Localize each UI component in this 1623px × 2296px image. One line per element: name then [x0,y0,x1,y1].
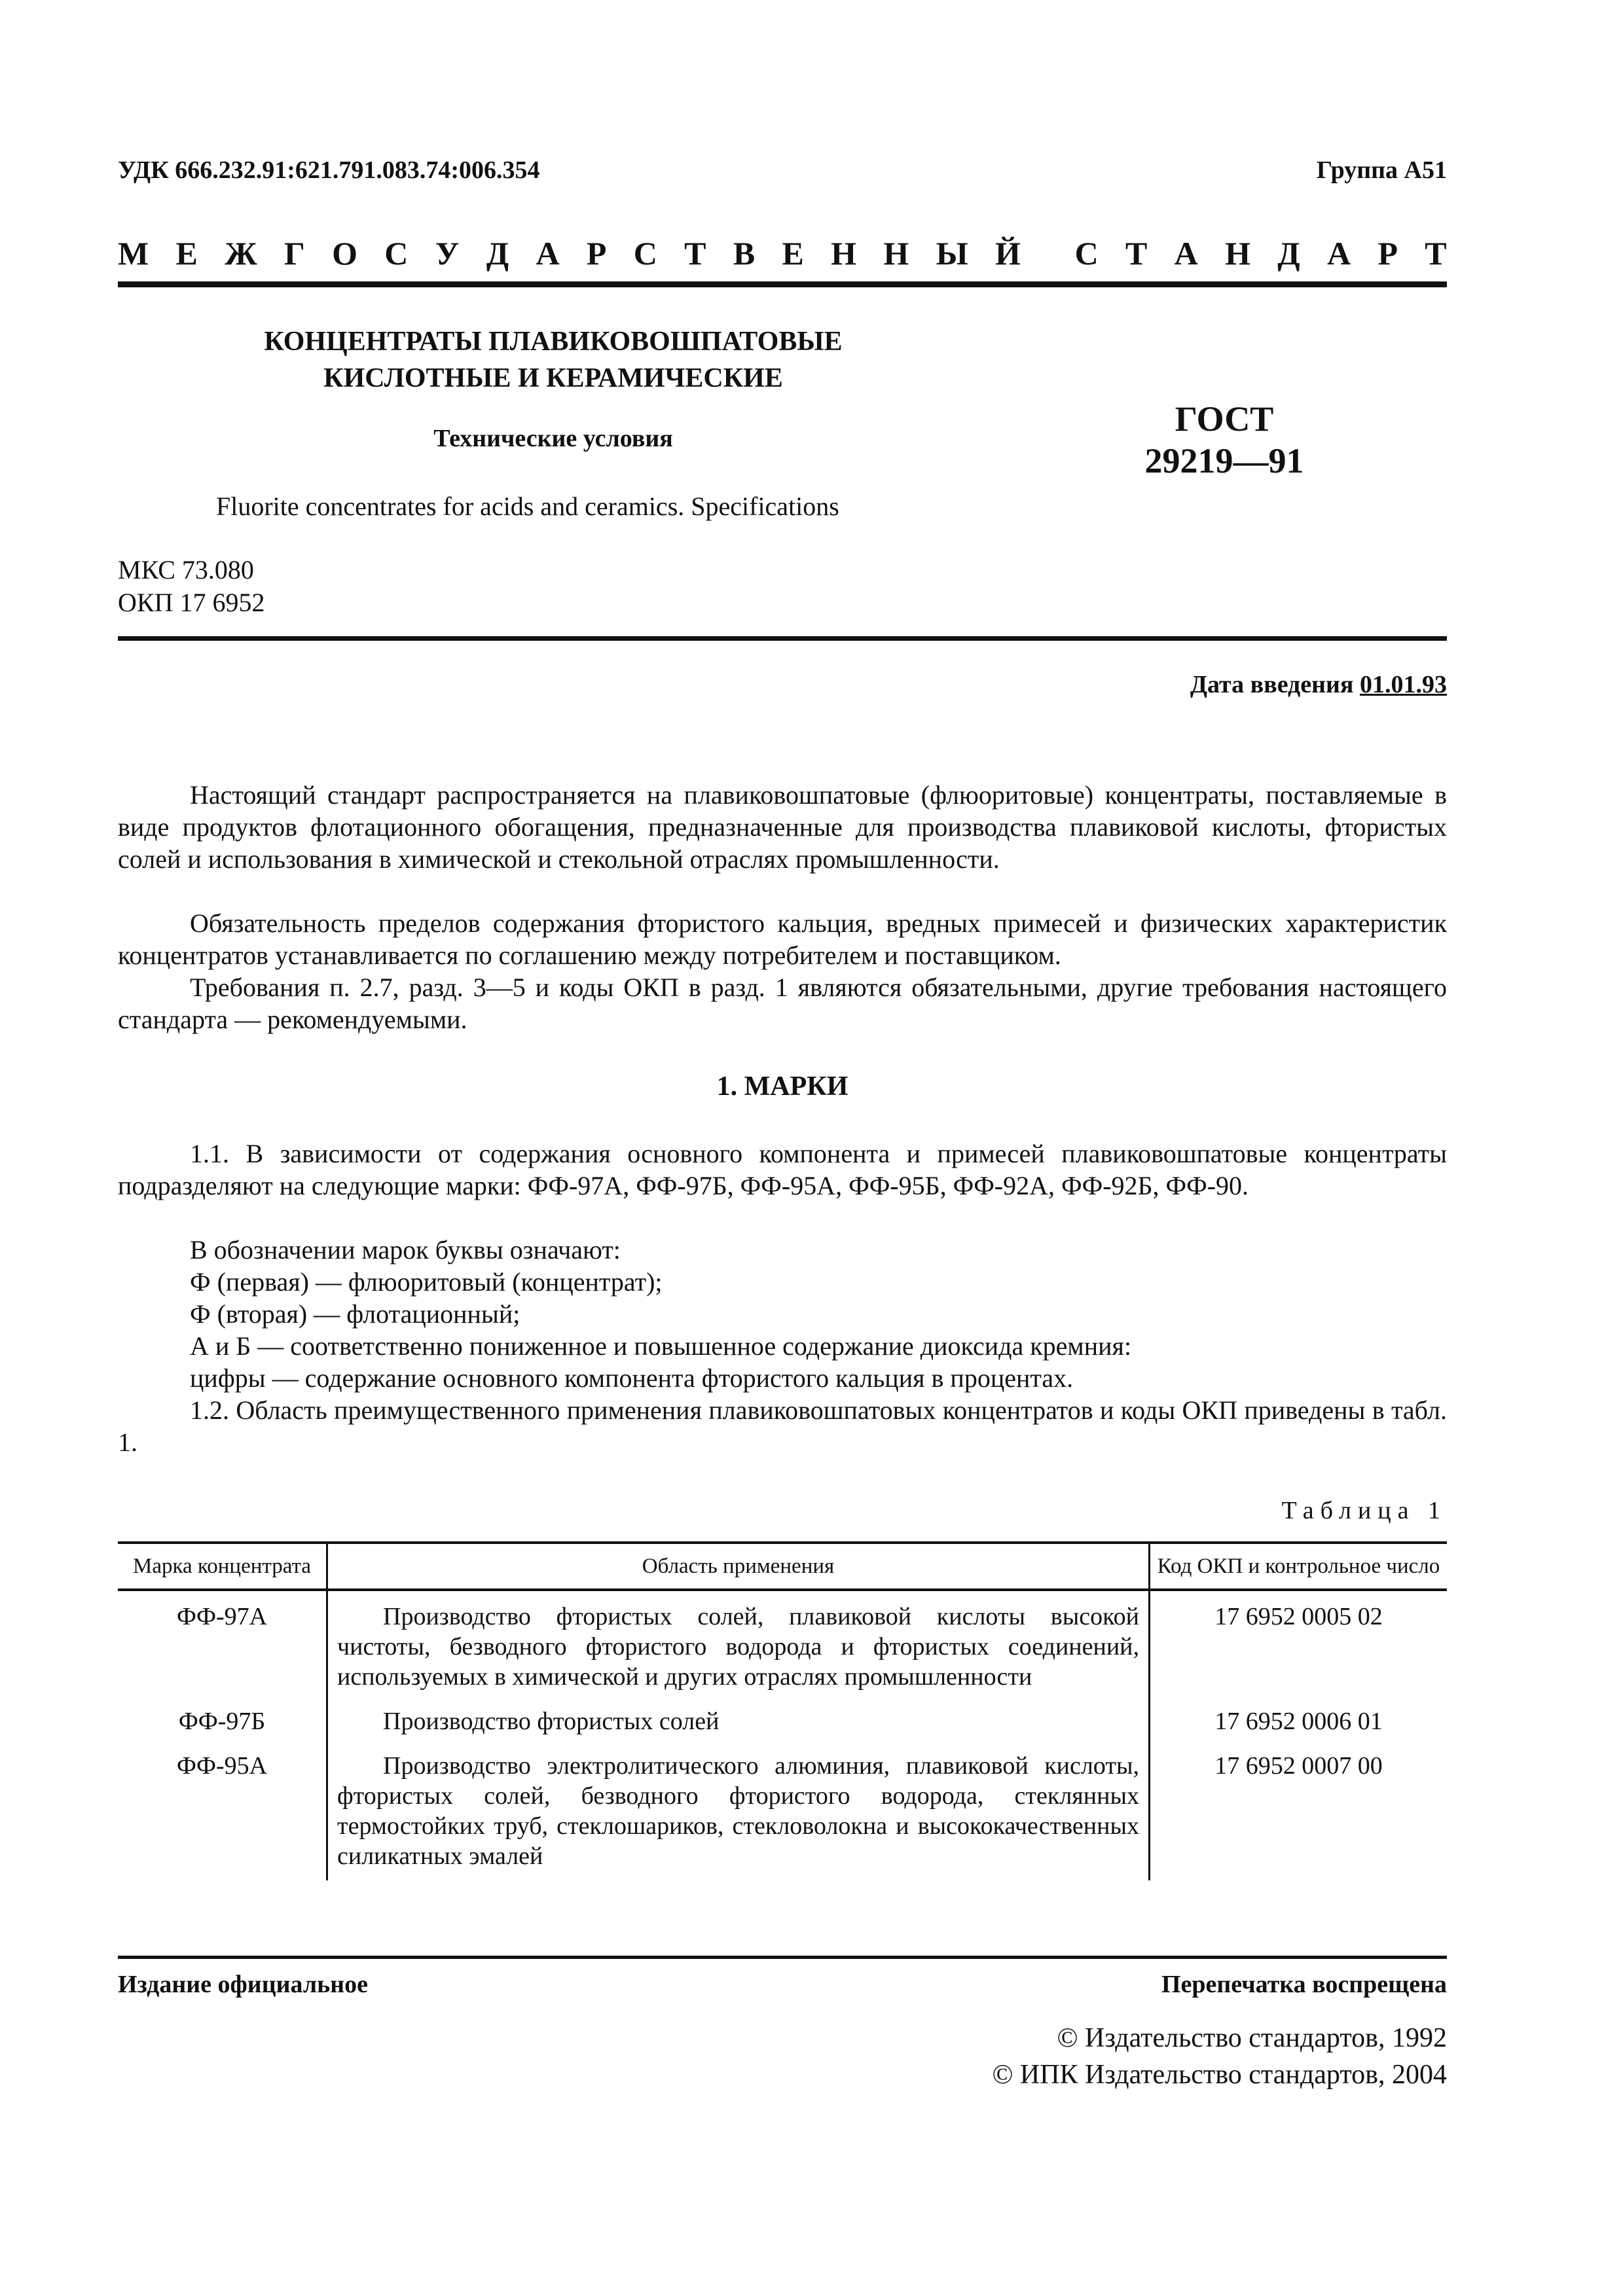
interstate-standard-banner [118,234,1447,272]
table-1 [118,1541,1447,1880]
banner-letter: Ы [936,235,968,272]
table-header-row [118,1543,1447,1590]
cell-mark: ФФ-95А [176,1752,268,1780]
banner-letter: Е [782,235,804,272]
table-row [118,1746,1447,1880]
mks-code: МКС 73.080 [118,555,254,584]
gost-label: ГОСТ [1175,399,1274,439]
okp-code: ОКП 17 6952 [118,588,265,617]
clause-paragraph: 1.1. В зависимости от содержания основного компонента и примесей плавиковошпатовые концентраты подразделяют на следующие марки: ФФ-97А, ФФ-97Б, ФФ-95А, ФФ-95Б, ФФ-92А, ФФ-92Б, ФФ-90. [118,1139,1447,1200]
title-block-rule [118,636,1447,641]
document-subtitle: Технические условия [433,425,673,452]
column-header-mark: Марка концентрата [118,1543,327,1590]
intro-paragraph: Обязательность пределов содержания фтористого кальция, вредных примесей и физических характеристик концентратов устанавливается по соглашению между потребителем и поставщиком. [118,908,1447,970]
column-header-code: Код ОКП и контрольное число [1150,1543,1448,1590]
gost-number: 29219—91 [1144,441,1304,480]
header-rule [118,281,1447,287]
copyright-line: © Издательство стандартов, 1992 [1057,2023,1447,2053]
banner-letter: Е [175,235,198,272]
classification-codes [118,554,264,619]
english-title: Fluorite concentrates for acids and ceramics. Specifications [216,492,839,521]
banner-letter: А [1327,235,1351,272]
copyright-line: © ИПК Издательство стандартов, 2004 [992,2060,1447,2090]
document-page [118,0,1447,2296]
effective-date [1190,670,1447,699]
banner-letter: Ж [225,235,257,272]
title-line: КИСЛОТНЫЕ И КЕРАМИЧЕСКИЕ [323,363,783,393]
banner-letter: А [536,235,560,272]
effective-date-label: Дата введения [1190,671,1360,698]
table-row [118,1590,1447,1701]
copyright-block [992,2020,1447,2093]
cell-code: 17 6952 0006 01 [1150,1701,1448,1746]
cell-area: Производство фтористых солей, плавиковой кислоты высокой чистоты, безводного фтористого водорода и фтористых соединений, используемых в химической и других отраслях промышленности [327,1590,1150,1701]
footer-rule [118,1956,1447,1959]
banner-letter: Г [283,235,305,272]
banner-letter: У [435,235,460,272]
udk-code: УДК 666.232.91:621.791.083.74:006.354 [118,156,540,184]
banner-letter: Д [486,235,509,272]
banner-letter: Н [831,235,857,272]
banner-letter: Н [1225,235,1250,272]
banner-letter: Р [1377,235,1398,272]
gost-designation [1087,398,1362,482]
clause-line: Ф (вторая) — флотационный; [190,1299,520,1329]
banner-letter: Т [1125,235,1148,272]
banner-letter: А [1174,235,1198,272]
banner-letter: О [332,235,357,272]
reprint-prohibited-note: Перепечатка воспрещена [1161,1971,1447,1998]
table-row [118,1701,1447,1746]
cell-code: 17 6952 0007 00 [1150,1746,1448,1880]
cell-area: Производство электролитического алюминия, плавиковой кислоты, фтористых солей, безводного фтористого водорода, стеклянных термостойких труб, стеклошариков, стекловолокна и высококачественных силикатных эмалей [327,1746,1150,1880]
banner-letter: С [384,235,409,272]
official-edition-note: Издание официальное [118,1971,369,1998]
column-header-area: Область применения [327,1543,1150,1590]
banner-letter: С [1074,235,1099,272]
clause-paragraph: 1.2. Область преимущественного применения плавиковошпатовых концентратов и коды ОКП приведены в табл. 1. [118,1395,1447,1457]
title-line: КОНЦЕНТРАТЫ ПЛАВИКОВОШПАТОВЫЕ [264,327,843,357]
banner-letter: Й [995,235,1021,272]
banner-letter: Р [586,235,607,272]
cell-mark: ФФ-97Б [178,1708,266,1735]
banner-letter: Д [1277,235,1300,272]
table-label: Таблица 1 [1281,1497,1447,1524]
section-heading: 1. МАРКИ [716,1071,848,1102]
clause-line: цифры — содержание основного компонента фтористого кальция в процентах. [190,1363,1074,1393]
banner-letter: Т [1425,235,1447,272]
intro-paragraph: Настоящий стандарт распространяется на плавиковошпатовые (флюоритовые) концентраты, поставляемые в виде продуктов флотационного обогащения, предназначенные для производства плавиковой кислоты, фтористых солей и использования в химической и стекольной отраслях промышленности. [118,780,1447,874]
banner-letter: В [733,235,756,272]
intro-paragraph: Требования п. 2.7, разд. 3—5 и коды ОКП в разд. 1 являются обязательными, другие требования настоящего стандарта — рекомендуемыми. [118,973,1447,1034]
cell-mark: ФФ-97А [176,1603,268,1630]
banner-letter: С [633,235,657,272]
banner-letter: Т [684,235,706,272]
banner-letter: Н [883,235,909,272]
clause-line: В обозначении марок буквы означают: [190,1235,621,1265]
effective-date-value: 01.01.93 [1360,671,1447,698]
clause-line: А и Б — соответственно пониженное и повышенное содержание диоксида кремния: [190,1331,1132,1361]
document-title [210,323,897,397]
cell-code: 17 6952 0005 02 [1150,1590,1448,1701]
clause-line: Ф (первая) — флюоритовый (концентрат); [190,1267,663,1297]
cell-area: Производство фтористых солей [327,1701,1150,1746]
banner-letter: М [118,235,149,272]
group-code: Группа А51 [1316,156,1447,184]
